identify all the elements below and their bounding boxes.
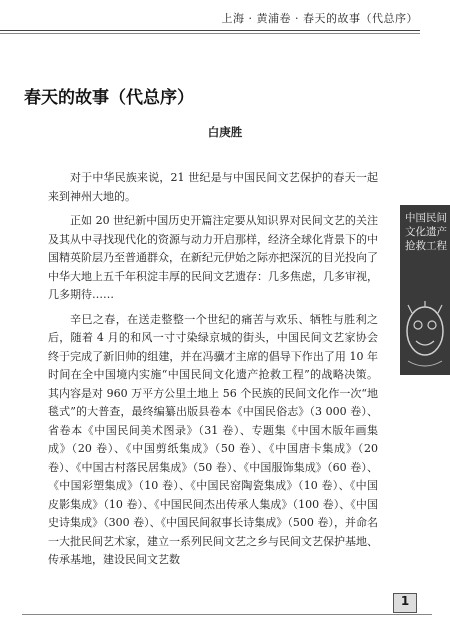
header-rule-secondary: [0, 33, 420, 34]
body-paragraph: 正如 20 世纪新中国历史开篇注定要从知识界对民间文艺的关注及其从中寻找现代化的资源与动力开启那样，经济全球化背景下的中国精英阶层乃至普通群众，在新纪元伊始之际亦把深沉的目光投向了中华大地上五千年积淀丰厚的民间文艺遗存：几多焦虑，几多审视，几多期待……: [48, 214, 378, 301]
article-body: [48, 169, 378, 576]
side-tab-label: 中国民间文化遗产抢救工程: [405, 212, 447, 252]
page-number: 1: [393, 593, 417, 613]
article-author: 白庚胜: [207, 125, 243, 139]
mask-emblem-icon: [404, 301, 446, 371]
body-paragraph: 对于中华民族来说，21 世纪是与中国民间文艺保护的春天一起来到神州大地的。: [48, 171, 378, 203]
body-paragraph: 辛巳之春，在送走整整一个世纪的痛苦与欢乐、牺牲与胜利之后，随着 4 月的和风一寸寸染绿京城的街头，中国民间文艺家协会终于完成了新旧帅的组建，并在冯骥才主席的倡导下作出了用 10 年时间在全中国境内实施“中国民间文化遗产抢救工程”的战略决策。其内容是对 960 万平方公里土地上 56 个民族的民间文化作一次“地毯式”的大普查，最终编纂出版县卷本《中国民俗志》（3 000 卷）、省卷本《中国民间美术图录》（31 卷）、专题集《中国木版年画集成》（20 卷）、《中国剪纸集成》（50 卷）、《中国唐卡集成》（20 卷）、《中国古村落民居集成》（50 卷）、《中国服饰集成》（60 卷）、《中国彩塑集成》（10 卷）、《中国民窑陶瓷集成》（10 卷）、《中国皮影集成》（10 卷）、《中国民间杰出传承人集成》（100 卷）、《中国史诗集成》（300 卷）、《中国民间叙事长诗集成》（500 卷），并命名一大批民间艺术家，建立一系列民间文艺之乡与民间文艺保护基地、传承基地，建设民间文艺数: [48, 312, 378, 566]
footer-rule: [22, 614, 432, 615]
running-header: 上海 · 黄浦卷 · 春天的故事（代总序）: [221, 12, 418, 25]
side-tab-series-emblem: [400, 205, 450, 375]
header-rule: [0, 30, 420, 31]
article-title: 春天的故事（代总序）: [24, 88, 194, 108]
